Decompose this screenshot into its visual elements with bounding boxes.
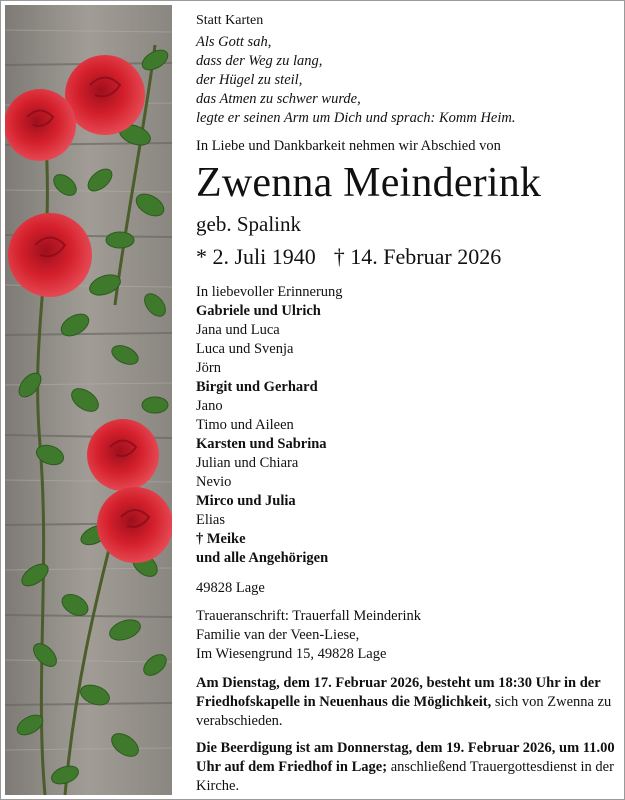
- notice-text: [196, 13, 616, 800]
- mourner-line: Gabriele und Ulrich: [196, 303, 321, 319]
- poem-line: legte er seinen Arm um Dich und sprach: Komm Heim.: [196, 110, 516, 126]
- address-line: Im Wiesengrund 15, 49828 Lage: [196, 646, 387, 662]
- poem-line: dass der Weg zu lang,: [196, 53, 323, 69]
- rose-photo: [5, 5, 172, 795]
- town: 49828 Lage: [196, 580, 265, 596]
- poem: [196, 33, 616, 128]
- mourner-line: und alle Angehörigen: [196, 550, 329, 566]
- funeral-bold: Die Beerdigung ist am Donnerstag, dem 19. Februar 2026, um 11.00 Uhr auf dem Friedhof in Lage;: [196, 740, 615, 775]
- mourner-line: Nevio: [196, 474, 232, 490]
- maiden-name: geb. Spalink: [196, 212, 301, 236]
- poem-line: Als Gott sah,: [196, 34, 272, 50]
- header-line: Statt Karten: [196, 13, 264, 28]
- mourner-line: Luca und Svenja: [196, 341, 294, 357]
- mourner-line: Julian und Chiara: [196, 455, 299, 471]
- farewell-rest: sich von Zwenna zu verabschieden.: [196, 694, 612, 729]
- mourner-line: Birgit und Gerhard: [196, 379, 318, 395]
- mourner-line: Jano: [196, 398, 223, 414]
- deceased-name: Zwenna Meinderink: [196, 160, 542, 206]
- farewell-intro: In Liebe und Dankbarkeit nehmen wir Abschied von: [196, 138, 501, 154]
- funeral-info: [196, 739, 616, 796]
- mourner-line: Timo und Aileen: [196, 417, 294, 433]
- mourner-line: Karsten und Sabrina: [196, 436, 327, 452]
- mourner-line: Mirco und Julia: [196, 493, 296, 509]
- funeral-rest: anschließend Trauergottesdienst in der Kirche.: [196, 759, 614, 794]
- farewell-info: [196, 674, 616, 731]
- poem-line: der Hügel zu steil,: [196, 72, 303, 88]
- mourners-list: [196, 283, 616, 568]
- mourners-intro: In liebevoller Erinnerung: [196, 284, 343, 300]
- life-dates: [196, 243, 616, 271]
- mourning-address: [196, 607, 616, 664]
- address-line: Familie van der Veen-Liese,: [196, 627, 360, 643]
- death-date: † 14. Februar 2026: [333, 244, 502, 269]
- mourner-line: Jörn: [196, 360, 221, 376]
- address-line: Traueranschrift: Trauerfall Meinderink: [196, 608, 421, 624]
- mourner-line: Elias: [196, 512, 225, 528]
- mourner-line: † Meike: [196, 531, 246, 547]
- farewell-bold: Am Dienstag, dem 17. Februar 2026, besteht um 18:30 Uhr in der Friedhofskapelle in Neuenhaus die Möglichkeit,: [196, 675, 601, 710]
- poem-line: das Atmen zu schwer wurde,: [196, 91, 361, 107]
- birth-date: * 2. Juli 1940: [196, 244, 316, 269]
- mourner-line: Jana und Luca: [196, 322, 280, 338]
